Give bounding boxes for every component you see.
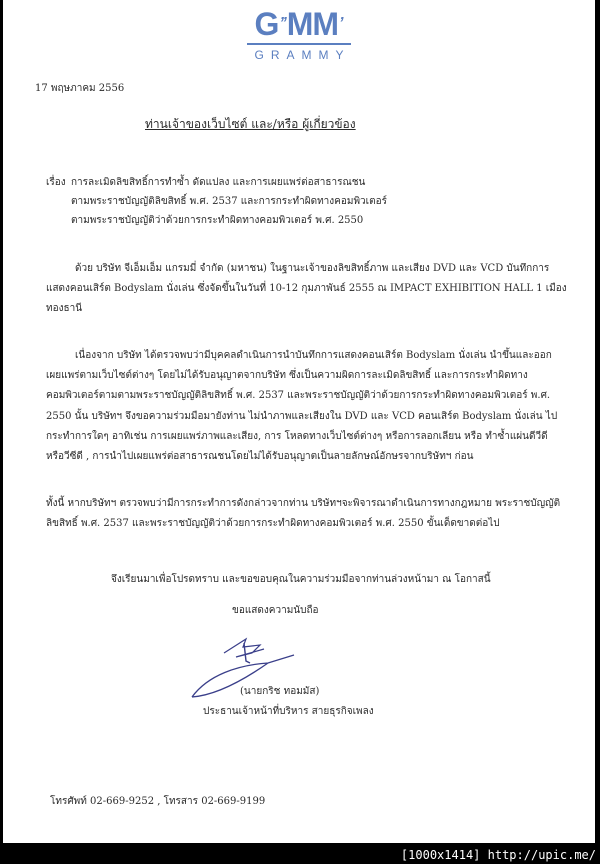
image-caption: [1000x1414] http://upic.me/ [400,848,596,862]
letter-page [3,0,595,843]
paragraph1-line: ด้วย บริษัท จีเอ็มเอ็ม แกรมมี่ จำกัด (มหาชน) ในฐานะเจ้าของลิขสิทธิ์ภาพ และเสียง DVD และ VCD บันทึกการ [75,263,550,274]
regards-text: ขอแสดงความนับถือ [232,605,319,616]
signer-name: (นายกริช ทอมมัส) [240,686,320,697]
paragraph3-line: ทั้งนี้ หากบริษัทฯ ตรวจพบว่ามีการกระทำการดังกล่าวจากท่าน บริษัทฯจะพิจารณาดำเนินการทางกฎหมาย พระราชบัญญัติ [46,498,561,509]
logo-wordmark: GRAMMY [254,48,351,62]
paragraph2-line: เผยแพร่ตามเว็บไซต์ต่างๆ โดยไม่ได้รับอนุญาตจากบริษัท ซึ่งเป็นความผิดการละเมิดลิขสิทธิ์ และการกระทำผิดทาง [46,370,528,381]
paragraph2-line: กระทำการใดๆ อาทิเช่น การเผยแพร่ภาพและเสียง, การ โหลดทางเว็บไซต์ต่างๆ หรือการลอกเลียน หรือ ทำซ้ำแผ่นดีวีดี [46,431,548,442]
paragraph2-line: หรือวีซีดี , การนำไปเผยแพร่ต่อสาธารณชนโดยไม่ได้รับอนุญาตเป็นลายลักษณ์อักษรจากบริษัทฯ ก่อน [46,451,474,462]
closing-text: จึงเรียนมาเพื่อโปรดทราบ และขอขอบคุณในความร่วมมือจากท่านล่วงหน้ามา ณ โอกาสนี้ [111,574,491,585]
logo-divider [247,43,351,45]
paragraph2-line: 2550 นั้น บริษัทฯ จึงขอความร่วมมือมายังท่าน ไม่นำภาพและเสียงใน DVD และ VCD คอนเสิร์ต Bodyslam นั่งเล่น ไป [46,411,558,422]
paragraph2-line: เนื่องจาก บริษัท ได้ตรวจพบว่ามีบุคคลดำเนินการนำบันทึกการแสดงคอนเสิร์ต Bodyslam นั่งเล่น นำขึ้นและออก [75,350,552,361]
subject-line: ตามพระราชบัญญัติว่าด้วยการกระทำผิดทางคอมพิวเตอร์ พ.ศ. 2550 [71,215,364,226]
paragraph1-line: แสดงคอนเสิร์ต Bodyslam นั่งเล่น ซึ่งจัดขึ้นในวันที่ 10-12 กุมภาพันธ์ 2555 ณ IMPACT EXHIBITION HALL 1 เมือง [46,283,567,294]
signer-title: ประธานเจ้าหน้าที่บริหาร สายธุรกิจเพลง [203,706,374,717]
paragraph3-line: ลิขสิทธิ์ พ.ศ. 2537 และพระราชบัญญัติว่าด้วยการกระทำผิดทางคอมพิวเตอร์ พ.ศ. 2550 ขั้นเด็ดขาดต่อไป [46,518,500,529]
logo-mark: G’’MM’ [254,6,343,42]
letter-title: ท่านเจ้าของเว็บไซต์ และ/หรือ ผู้เกี่ยวข้อง [145,117,356,131]
subject-label: เรื่อง [46,177,66,188]
letter-date: 17 พฤษภาคม 2556 [35,83,125,94]
paragraph2-line: คอมพิวเตอร์ตามตามพระราชบัญญัติลิขสิทธิ์ พ.ศ. 2537 และพระราชบัญญัติว่าด้วยการกระทำผิดทางคอมพิวเตอร์ พ.ศ. [46,390,551,401]
subject-line: การละเมิดลิขสิทธิ์การทำซ้ำ ดัดแปลง และการเผยแพร่ต่อสาธารณชน [71,177,366,188]
contact-info: โทรศัพท์ 02-669-9252 , โทรสาร 02-669-9199 [50,796,266,807]
subject-line: ตามพระราชบัญญัติลิขสิทธิ์ พ.ศ. 2537 และการกระทำผิดทางคอมพิวเตอร์ [71,196,387,207]
gmm-grammy-logo [3,8,595,62]
paragraph1-line: ทองธานี [46,303,83,314]
